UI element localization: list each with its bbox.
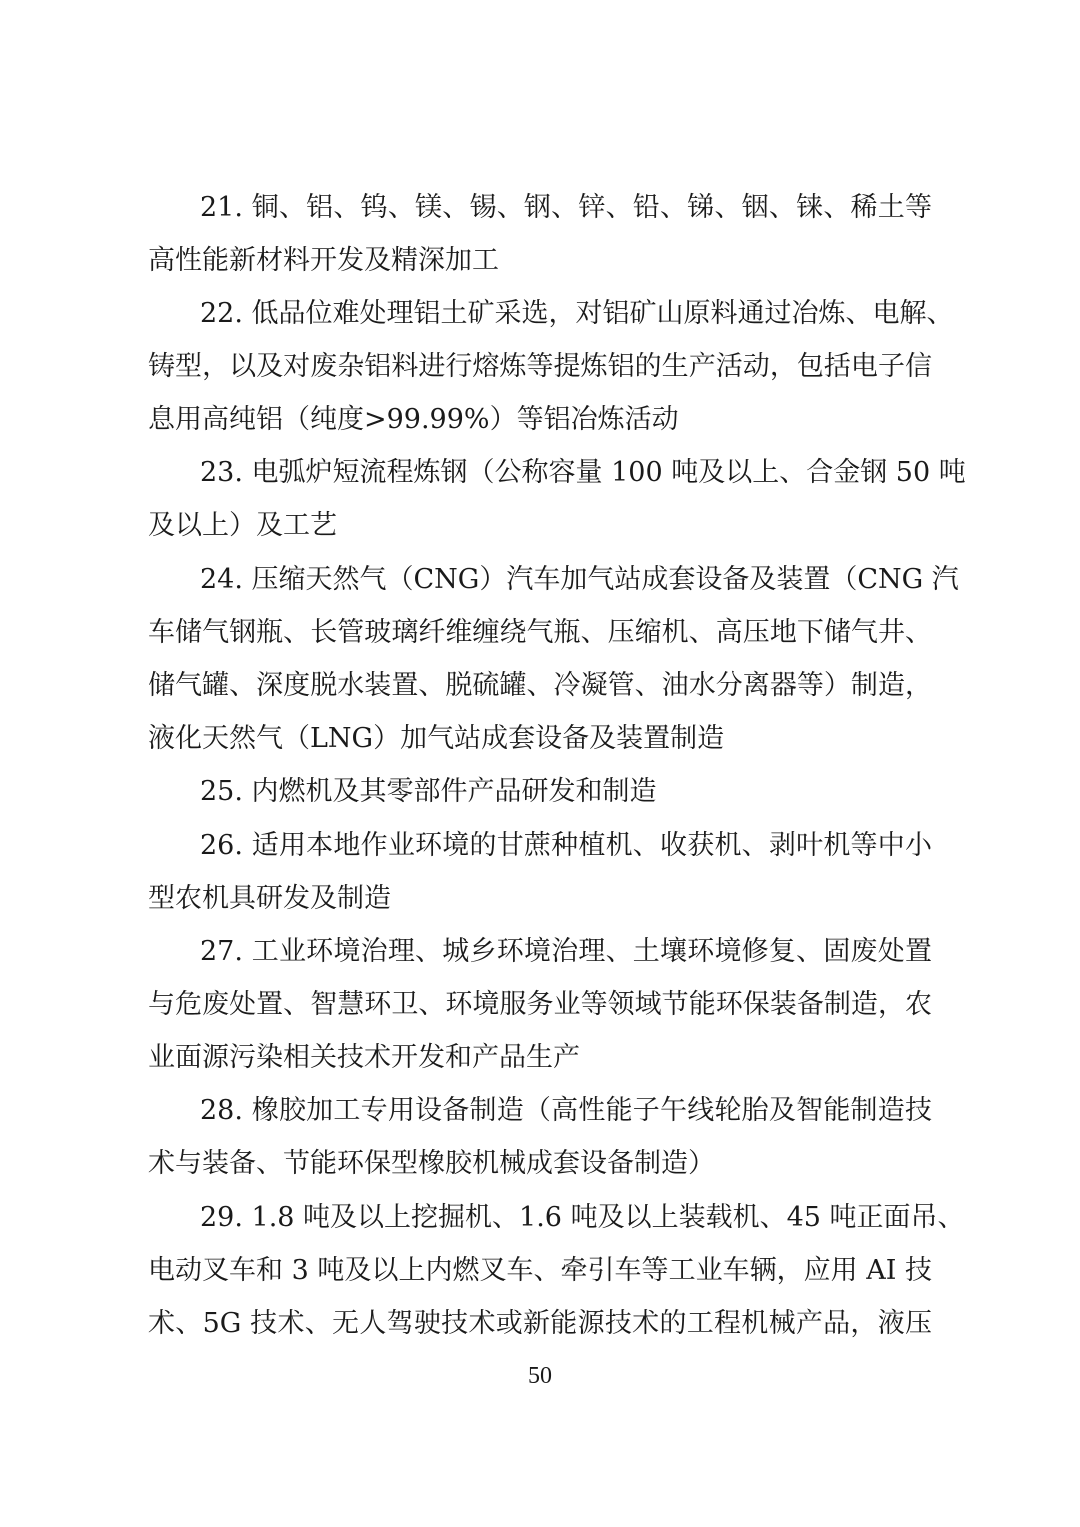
paragraph-27-line-1: 27. 工业环境治理、城乡环境治理、土壤环境修复、固废处置 [200, 936, 932, 967]
paragraph-26-line-2: 型农机具研发及制造 [148, 883, 391, 914]
paragraph-23-line-2: 及以上）及工艺 [148, 510, 337, 541]
paragraph-28-line-2: 术与装备、节能环保型橡胶机械成套设备制造） [148, 1148, 715, 1179]
paragraph-24-line-1: 24. 压缩天然气（CNG）汽车加气站成套设备及装置（CNG 汽 [200, 564, 959, 595]
paragraph-26-line-1: 26. 适用本地作业环境的甘蔗种植机、收获机、剥叶机等中小 [200, 830, 932, 861]
paragraph-21-line-2: 高性能新材料开发及精深加工 [148, 245, 499, 276]
paragraph-29-line-1: 29. 1.8 吨及以上挖掘机、1.6 吨及以上装载机、45 吨正面吊、 [200, 1202, 965, 1233]
paragraph-29-line-2: 电动叉车和 3 吨及以上内燃叉车、牵引车等工业车辆，应用 AI 技 [148, 1255, 932, 1286]
paragraph-27-line-2: 与危废处置、智慧环卫、环境服务业等领域节能环保装备制造，农 [148, 989, 932, 1020]
paragraph-29-line-3: 术、5G 技术、无人驾驶技术或新能源技术的工程机械产品，液压 [148, 1308, 932, 1339]
paragraph-24-line-4: 液化天然气（LNG）加气站成套设备及装置制造 [148, 723, 725, 754]
paragraph-25-line-1: 25. 内燃机及其零部件产品研发和制造 [200, 776, 657, 807]
paragraph-24-line-3: 储气罐、深度脱水装置、脱硫罐、冷凝管、油水分离器等）制造， [148, 670, 932, 701]
paragraph-24-line-2: 车储气钢瓶、长管玻璃纤维缠绕气瓶、压缩机、高压地下储气井、 [148, 617, 932, 648]
paragraph-21-line-1: 21. 铜、铝、钨、镁、锡、钢、锌、铅、锑、铟、铼、稀土等 [200, 192, 932, 223]
paragraph-22-line-2: 铸型，以及对废杂铝料进行熔炼等提炼铝的生产活动，包括电子信 [148, 351, 932, 382]
paragraph-22-line-1: 22. 低品位难处理铝土矿采选，对铝矿山原料通过冶炼、电解、 [200, 298, 954, 329]
paragraph-27-line-3: 业面源污染相关技术开发和产品生产 [148, 1042, 580, 1073]
paragraph-28-line-1: 28. 橡胶加工专用设备制造（高性能子午线轮胎及智能制造技 [200, 1095, 932, 1126]
paragraph-23-line-1: 23. 电弧炉短流程炼钢（公称容量 100 吨及以上、合金钢 50 吨 [200, 457, 966, 488]
paragraph-22-line-3: 息用高纯铝（纯度>99.99%）等铝冶炼活动 [148, 404, 679, 435]
page-number: 50 [528, 1363, 552, 1389]
